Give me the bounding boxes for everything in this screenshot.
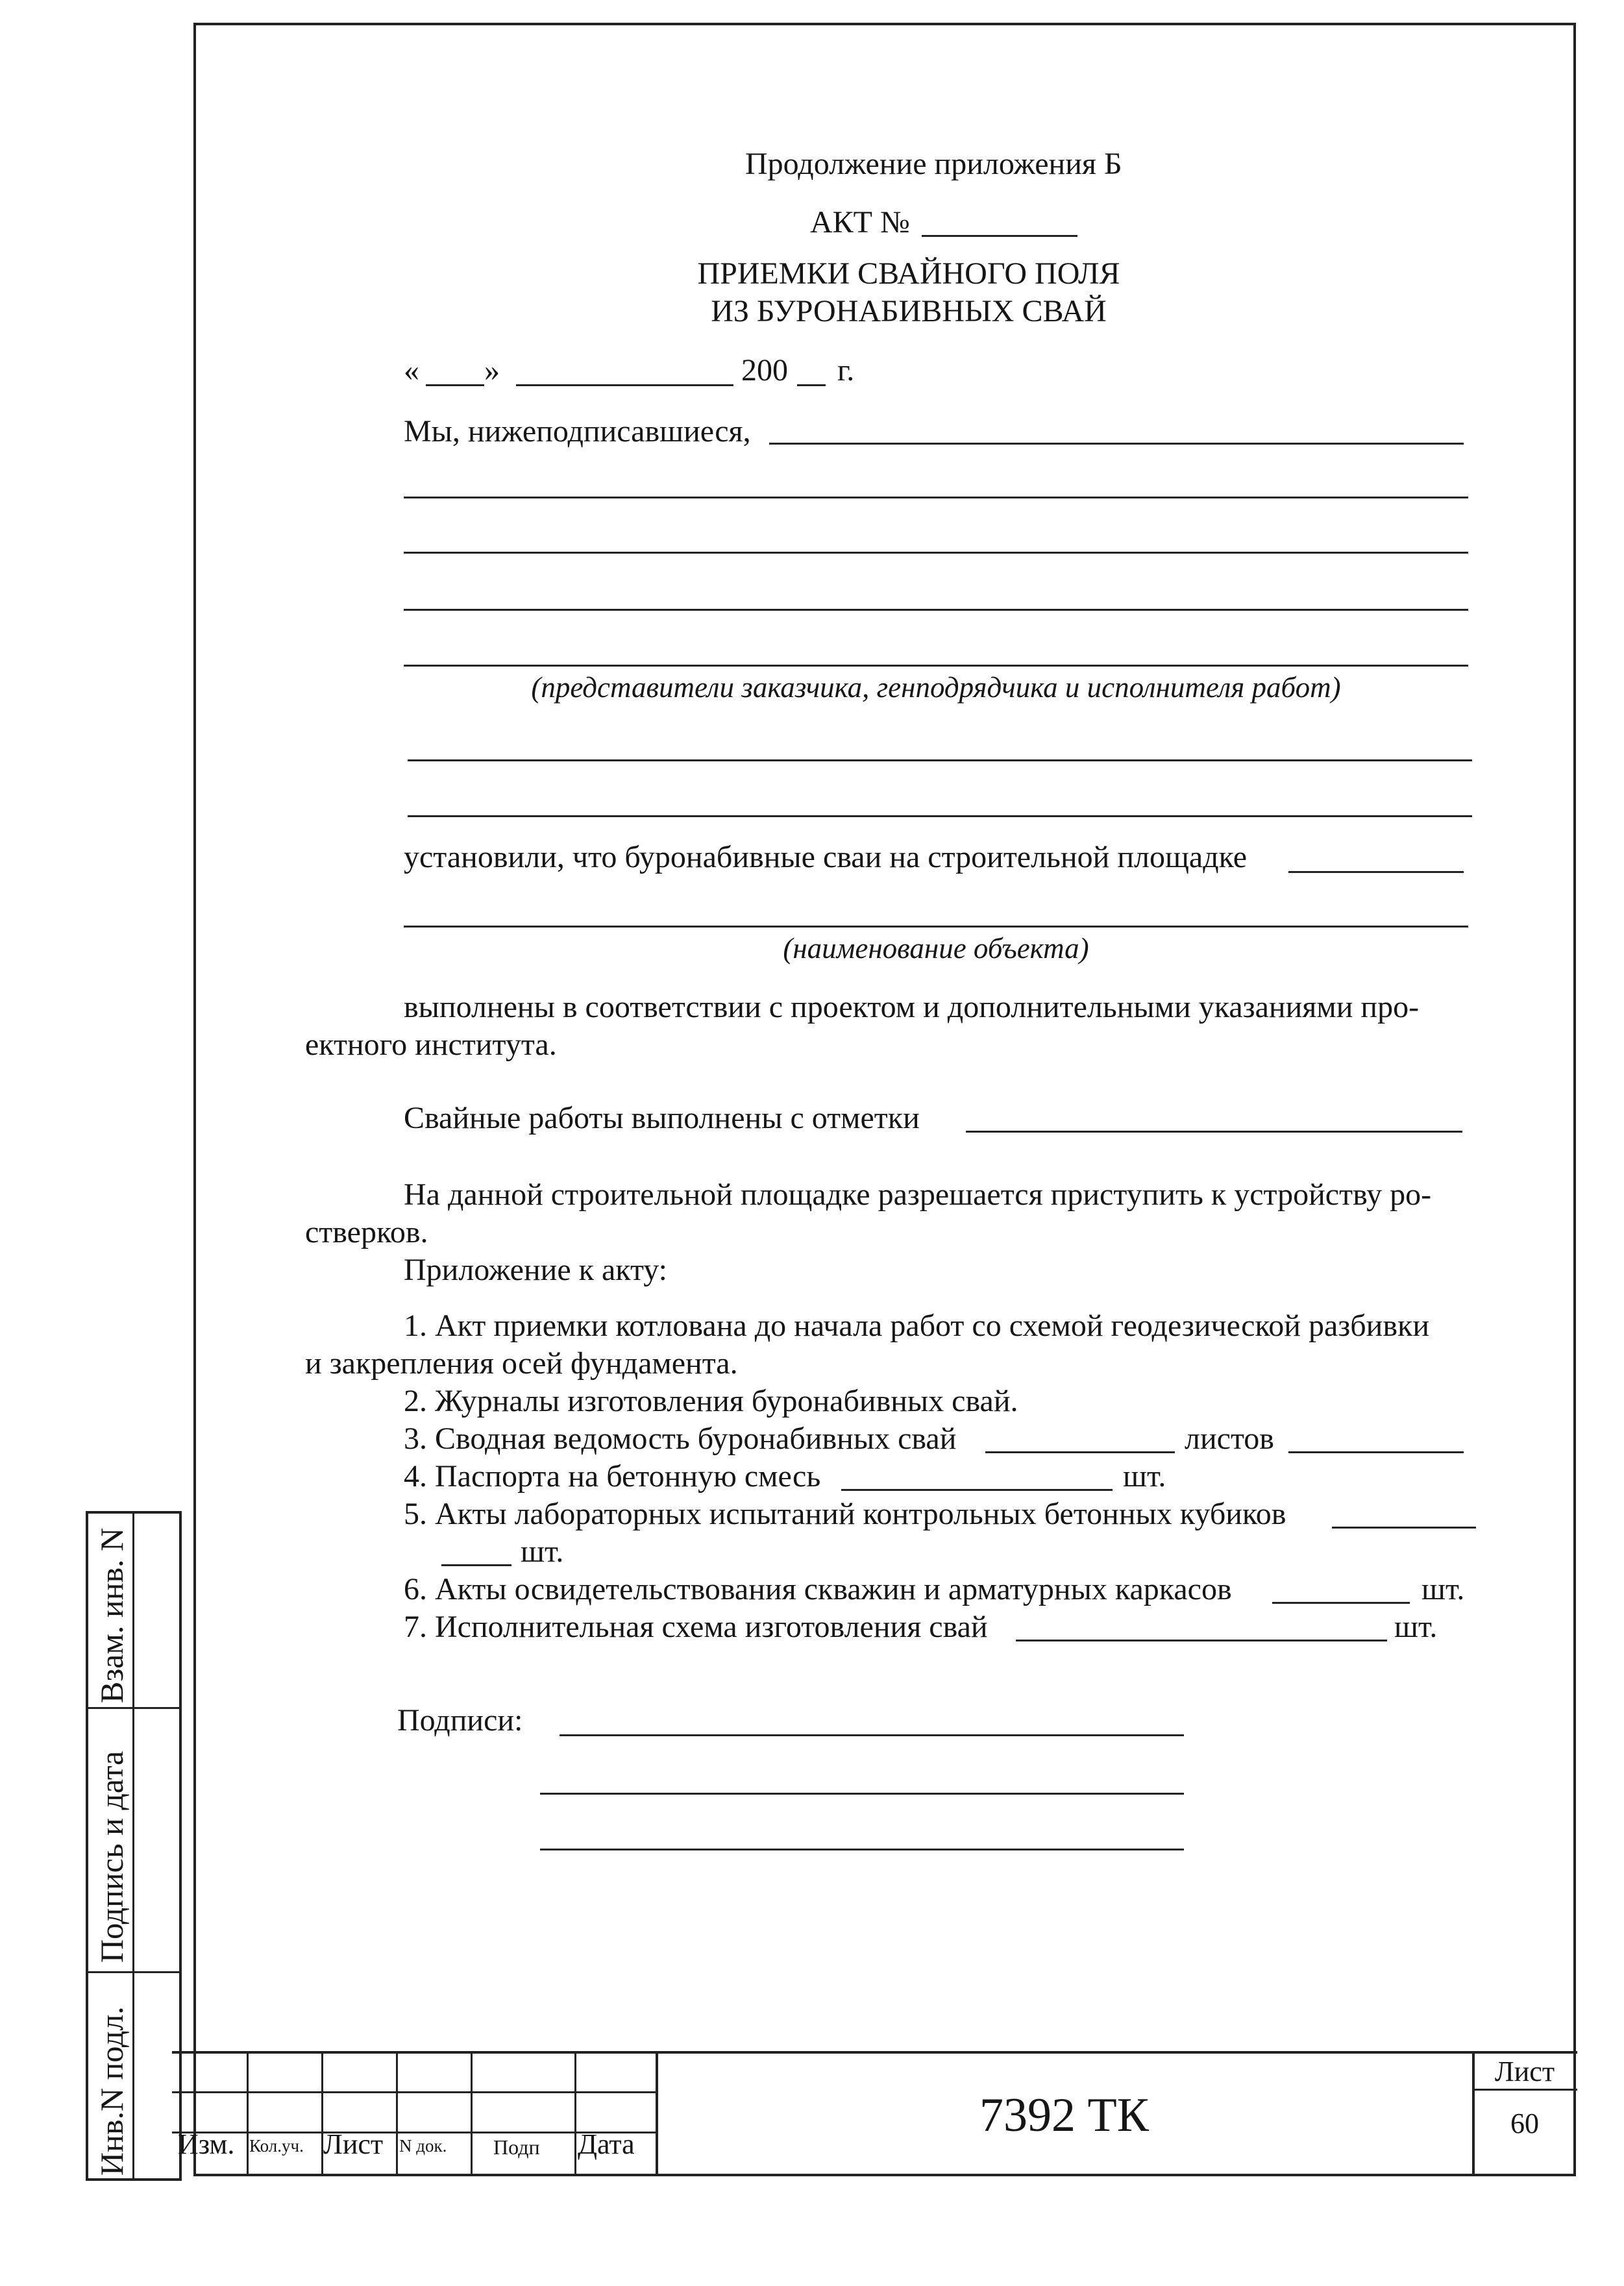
appendix-item-3: 3. Сводная ведомость буронабивных свай: [404, 1421, 957, 1456]
date-year-suffix: г.: [837, 353, 855, 387]
permit-line2: стверков.: [305, 1215, 428, 1249]
side-inv-orig: Инв.N подл.: [93, 2006, 130, 2176]
side-inv-replaced: Взам. инв. N: [93, 1527, 130, 1703]
pile-works-mark-blank[interactable]: [966, 1131, 1462, 1133]
sheet-label: Лист: [1494, 2056, 1555, 2087]
appendix-item-2: 2. Журналы изготовления буронабивных свай.: [404, 1384, 1018, 1418]
date-year-blank[interactable]: [797, 384, 826, 386]
undersigned-blank-1[interactable]: [769, 443, 1464, 445]
act-number-label: АКТ №: [810, 205, 910, 240]
signature-blank-2[interactable]: [540, 1793, 1184, 1795]
item3-sheets-blank[interactable]: [1288, 1451, 1464, 1453]
document-designation: 7392 ТК: [979, 2089, 1150, 2142]
act-title-line2: ИЗ БУРОНАБИВНЫХ СВАЙ: [711, 294, 1107, 328]
signatures-label: Подписи:: [397, 1703, 523, 1738]
col-sign: Подп: [493, 2135, 540, 2159]
appendix-item-6: 6. Акты освидетельствования скважин и арматурных каркасов: [404, 1572, 1232, 1606]
representatives-blank-1[interactable]: [408, 759, 1472, 761]
col-change: Изм.: [178, 2128, 235, 2160]
item7-unit: шт.: [1394, 1610, 1438, 1644]
appendix-item-5: 5. Акты лабораторных испытаний контрольных бетонных кубиков: [404, 1497, 1286, 1531]
appendix-item-7: 7. Исполнительная схема изготовления свай: [404, 1610, 988, 1644]
site-blank-1[interactable]: [1288, 871, 1464, 873]
item6-blank[interactable]: [1272, 1602, 1410, 1604]
pile-works-text: Свайные работы выполнены с отметки: [404, 1101, 920, 1135]
item4-unit: шт.: [1123, 1459, 1166, 1493]
appendix-item-4: 4. Паспорта на бетонную смесь: [404, 1459, 821, 1493]
appendix-title: Приложение к акту:: [404, 1253, 667, 1287]
col-date: Дата: [578, 2128, 635, 2160]
undersigned-label: Мы, нижеподписавшиеся,: [404, 414, 751, 449]
sheet-number: 60: [1510, 2108, 1539, 2139]
item7-blank[interactable]: [1016, 1640, 1387, 1641]
established-text: установили, что буронабивные сваи на строительной площадке: [404, 840, 1248, 874]
undersigned-blank-3[interactable]: [404, 552, 1468, 554]
undersigned-blank-2[interactable]: [404, 497, 1468, 498]
site-blank-2[interactable]: [404, 926, 1468, 928]
side-sign-date: Подпись и дата: [93, 1751, 130, 1963]
item3-unit: листов: [1185, 1421, 1274, 1456]
signature-blank-1[interactable]: [560, 1734, 1184, 1736]
date-close-quote: »: [484, 353, 500, 387]
sheet-box-divider: [1472, 2089, 1577, 2091]
appendix-item-1-line2: и закрепления осей фундамента.: [305, 1346, 738, 1381]
undersigned-blank-4[interactable]: [404, 609, 1468, 611]
permit-line1: На данной строительной площадке разрешается приступить к устройству ро-: [404, 1177, 1432, 1212]
col-doc: N док.: [399, 2136, 447, 2156]
continuation-note: Продолжение приложения Б: [745, 147, 1122, 181]
item6-unit: шт.: [1421, 1572, 1465, 1606]
col-sheet: Лист: [323, 2128, 384, 2160]
representatives-blank-2[interactable]: [408, 815, 1472, 817]
side-stamp-column-divider: [132, 1511, 134, 2181]
item4-blank[interactable]: [841, 1489, 1113, 1491]
object-caption: (наименование объекта): [783, 932, 1089, 965]
date-year-label: 200: [741, 353, 788, 387]
act-title-line1: ПРИЕМКИ СВАЙНОГО ПОЛЯ: [697, 256, 1120, 291]
date-open-quote: «: [404, 353, 419, 387]
performed-line2: ектного института.: [305, 1027, 557, 1062]
date-month-blank[interactable]: [516, 384, 733, 386]
undersigned-blank-5[interactable]: [404, 665, 1468, 667]
appendix-item-1-line1: 1. Акт приемки котлована до начала работ со схемой геодезической разбивки: [404, 1309, 1430, 1343]
item5-unit: шт.: [521, 1534, 564, 1569]
item3-count-blank[interactable]: [985, 1451, 1175, 1453]
act-number-blank[interactable]: [922, 235, 1077, 237]
item5-blank-1[interactable]: [1332, 1527, 1476, 1529]
representatives-caption: (представители заказчика, генподрядчика и исполнителя работ): [531, 671, 1341, 704]
item5-blank-2[interactable]: [441, 1564, 511, 1566]
date-day-blank[interactable]: [426, 384, 484, 386]
performed-line1: выполнены в соответствии с проектом и дополнительными указаниями про-: [404, 990, 1420, 1024]
signature-blank-3[interactable]: [540, 1849, 1184, 1850]
col-qty: Кол.уч.: [249, 2136, 304, 2156]
